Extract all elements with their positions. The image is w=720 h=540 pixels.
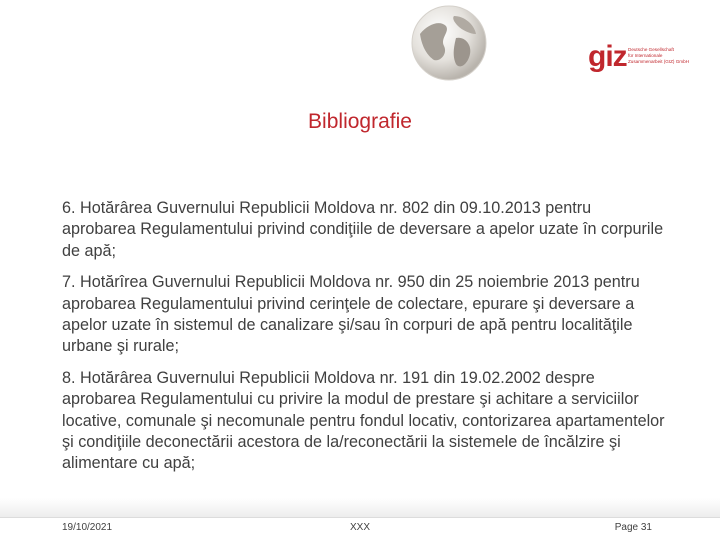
logo-tagline — [628, 47, 704, 65]
bibliography-item: 8. Hotărârea Guvernului Republicii Moldova nr. 191 din 19.02.2002 despre aprobarea Regulamentului cu privire la modul de prestare şi achitare a serviciilor locative, comunale şi necomunale pentru fondul locativ, contorizarea apartamentelor şi condiţiile deconectării acestora de la/reconectării la sistemele de încălzire şi alimentare cu apă; — [62, 368, 665, 473]
giz-logo — [588, 42, 704, 78]
logo-tagline-line: für Internationale — [628, 53, 663, 58]
footer-page-number: Page 31 — [614, 522, 652, 533]
footer-band — [0, 498, 720, 518]
logo-tagline-line: Zusammenarbeit (GIZ) GmbH — [628, 59, 690, 64]
bibliography-item: 7. Hotărîrea Guvernului Republicii Moldova nr. 950 din 25 noiembrie 2013 pentru aprobarea Regulamentului privind cerinţele de colectare, epurare şi deversare a apelor uzate în sistemul de canalizare şi/sau în corpuri de apă pentru localităţile urbane şi rurale; — [62, 273, 640, 356]
logo-mark: giz — [588, 40, 627, 73]
slide-title — [0, 110, 720, 134]
logo-tagline-line: Deutsche Gesellschaft — [628, 47, 674, 52]
bibliography-item: 6. Hotărârea Guvernului Republicii Moldova nr. 802 din 09.10.2013 pentru aprobarea Regulamentului privind condiţiile de deversare a apelor uzate în corpurile de apă; — [62, 199, 664, 260]
globe-icon — [410, 4, 488, 82]
footer-center-text: XXX — [349, 522, 370, 533]
footer-date: 19/10/2021 — [62, 522, 113, 533]
footer-divider — [0, 517, 720, 518]
slide-title-text: Bibliografie — [308, 110, 412, 133]
bibliography-list — [62, 198, 667, 485]
